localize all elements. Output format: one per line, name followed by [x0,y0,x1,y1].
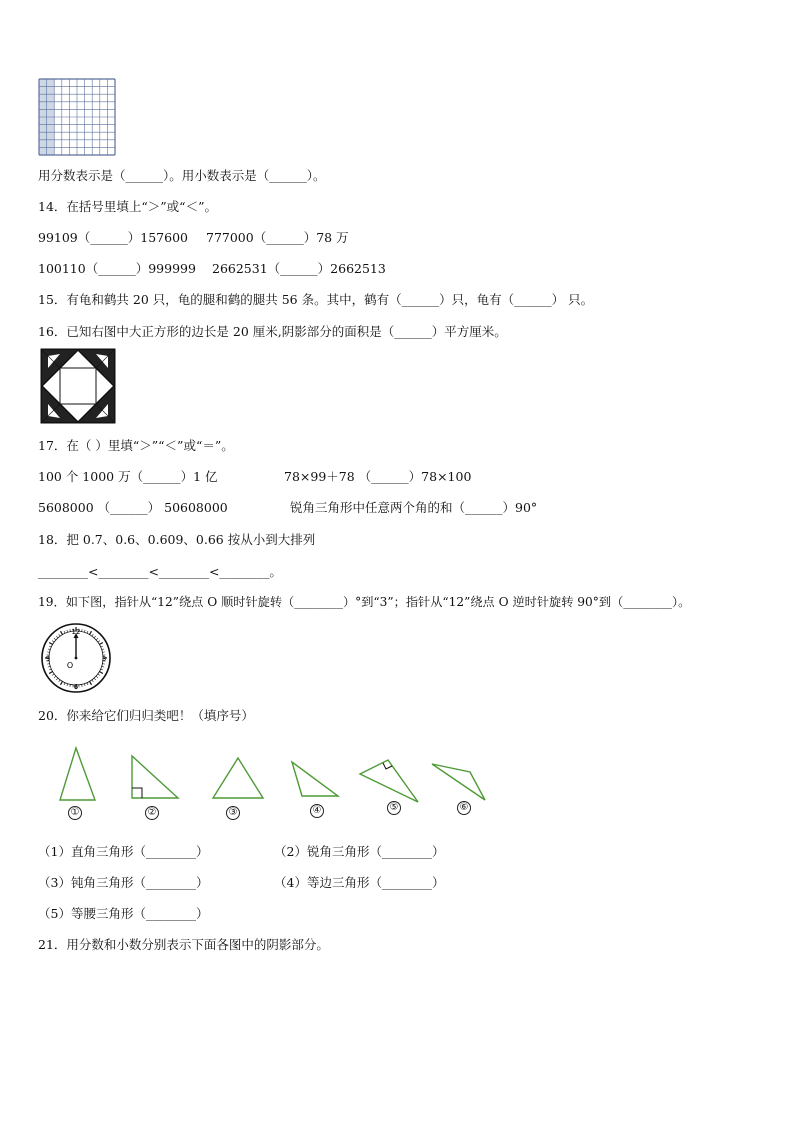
clock-label-6: 6 [73,683,79,691]
triangle-label-5: ⑤ [387,801,401,815]
q20-category-3: （3）钝角三角形（________） [38,875,209,890]
clock-center-label: O [66,661,74,670]
q14-row1b: 777000（______）78 万 [206,230,349,245]
triangle-3 [213,758,263,798]
q20-category-1: （1）直角三角形（________） [38,844,209,859]
q20-category-5: （5）等腰三角形（________） [38,906,209,921]
q16-text: 16．已知右图中大正方形的边长是 20 厘米,阴影部分的面积是（______）平方厘米。 [38,324,507,339]
q17-row1a: 100 个 1000 万（______）1 亿 [38,469,218,484]
right-angle-mark-2 [132,788,142,798]
q14-row1a: 99109（______）157600 [38,230,188,245]
q14-title: 14．在括号里填上“＞”或“＜”。 [38,199,217,214]
q21-text: 21．用分数和小数分别表示下面各图中的阴影部分。 [38,937,329,952]
q17-title: 17．在（ ）里填“＞”“＜”或“＝”。 [38,438,234,453]
q18-answer-line: ________<________<________<________。 [38,564,282,579]
triangle-label-6: ⑥ [457,801,471,815]
square-shaded-figure [40,348,116,424]
q20-category-2: （2）锐角三角形（________） [274,844,445,859]
triangle-label-2: ② [145,806,159,820]
triangle-6 [432,764,485,800]
clock-figure [38,622,114,694]
q17-row1b: 78×99＋78 （______）78×100 [284,469,472,484]
triangle-1 [60,748,95,800]
triangle-2 [132,756,178,798]
q20-title: 20．你来给它们归归类吧！（填序号） [38,708,254,723]
triangle-5 [360,760,418,802]
triangle-label-3: ③ [226,806,240,820]
q17-row2b: 锐角三角形中任意两个角的和（______）90° [290,500,538,515]
clock-label-12: 12 [71,628,81,636]
triangle-label-1: ① [68,806,82,820]
q18-title: 18．把 0.7、0.6、0.609、0.66 按从小到大排列 [38,532,316,547]
q14-row2b: 2662531（______）2662513 [212,261,386,276]
triangle-label-4: ④ [310,804,324,818]
q19-text: 19．如下图，指针从“12”绕点 O 顺时针旋转（________）°到“3”；指针从“12”绕点 O 逆时针旋转 90°到（________）。 [38,595,691,609]
q17-row2a: 5608000 （______） 50608000 [38,500,228,515]
triangles-figure [40,738,500,818]
q20-category-4: （4）等边三角形（________） [274,875,445,890]
q15-text: 15．有龟和鹤共 20 只，龟的腿和鹤的腿共 56 条。其中，鹤有（______）只，龟有（______） 只。 [38,292,594,307]
clock-label-9: 9 [45,655,51,663]
clock-label-3: 3 [101,655,107,663]
hundred-grid-figure [38,78,116,156]
triangle-4 [292,762,338,796]
q13-text: 用分数表示是（______）。用小数表示是（______）。 [38,168,326,183]
q14-row2a: 100110（______）999999 [38,261,196,276]
